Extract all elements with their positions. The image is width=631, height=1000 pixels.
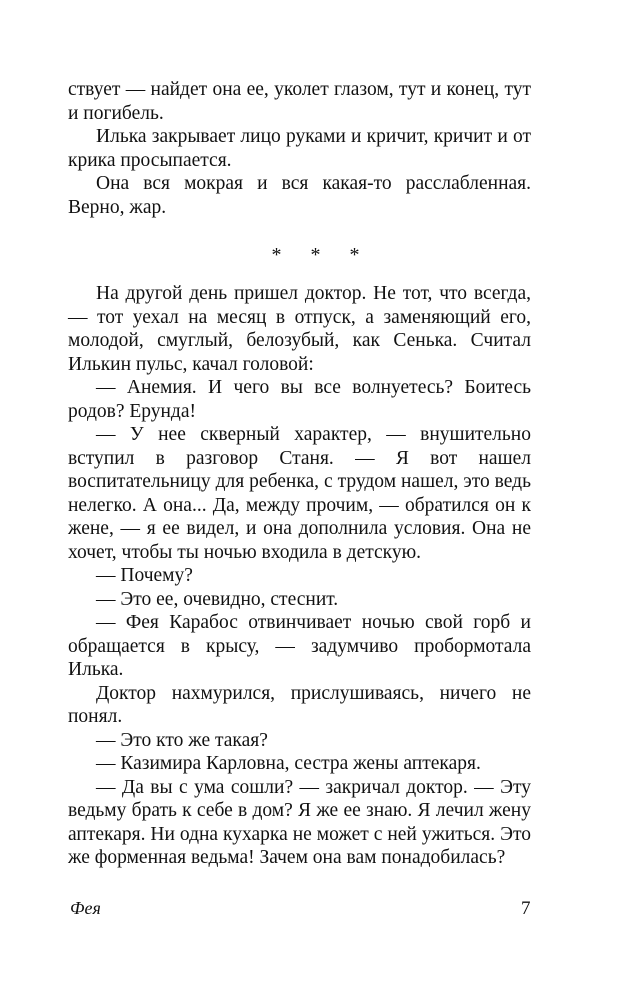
paragraph: На другой день пришел доктор. Не тот, что всегда, — тот уехал на месяц в отпуск, а заменяющий его, молодой, смуглый, белозубый, как Сенька. Считал Илькин пульс, качал головой:	[68, 283, 531, 375]
page-number: 7	[521, 898, 531, 919]
paragraph: — Анемия. И чего вы все волнуетесь? Боитесь родов? Ерунда!	[68, 377, 531, 422]
paragraph: — Это ее, очевидно, стеснит.	[96, 588, 339, 610]
top-text-block	[68, 78, 531, 219]
running-footer-title: Фея	[70, 898, 101, 918]
paragraph: — У нее скверный характер, — внушительно вступил в разговор Станя. — Я вот нашел воспитательницу для ребенка, с трудом нашел, это ведь нелегко. А она... Да, между прочим, — обратился он к жене, — я ее видел, и она дополнила условия. Она не хочет, чтобы ты ночью входила в детскую.	[68, 424, 531, 563]
paragraph: Доктор нахмурился, прислушиваясь, ничего не понял.	[68, 682, 531, 727]
main-text-block	[68, 282, 531, 870]
section-separator: * * *	[271, 244, 372, 266]
paragraph: Она вся мокрая и вся какая-то расслабленная. Верно, жар.	[68, 173, 531, 218]
paragraph: — Казимира Карловна, сестра жены аптекаря.	[96, 753, 481, 774]
paragraph: — Почему?	[96, 565, 193, 586]
paragraph: — Это кто же такая?	[96, 729, 268, 751]
paragraph: Илька закрывает лицо руками и кричит, кричит и от крика просыпается.	[68, 126, 531, 171]
paragraph: — Да вы с ума сошли? — закричал доктор. — Эту ведьму брать к себе в дом? Я же ее знаю. Я лечил жену аптекаря. Ни одна кухарка не может с ней ужиться. Это же форменная ведьма! Зачем она вам понадобилась?	[68, 776, 531, 868]
paragraph: — Фея Карабос отвинчивает ночью свой горб и обращается в крысу, — задумчиво пробормотала Илька.	[68, 612, 531, 680]
paragraph: ствует — найдет она ее, уколет глазом, тут и конец, тут и погибель.	[68, 79, 531, 124]
